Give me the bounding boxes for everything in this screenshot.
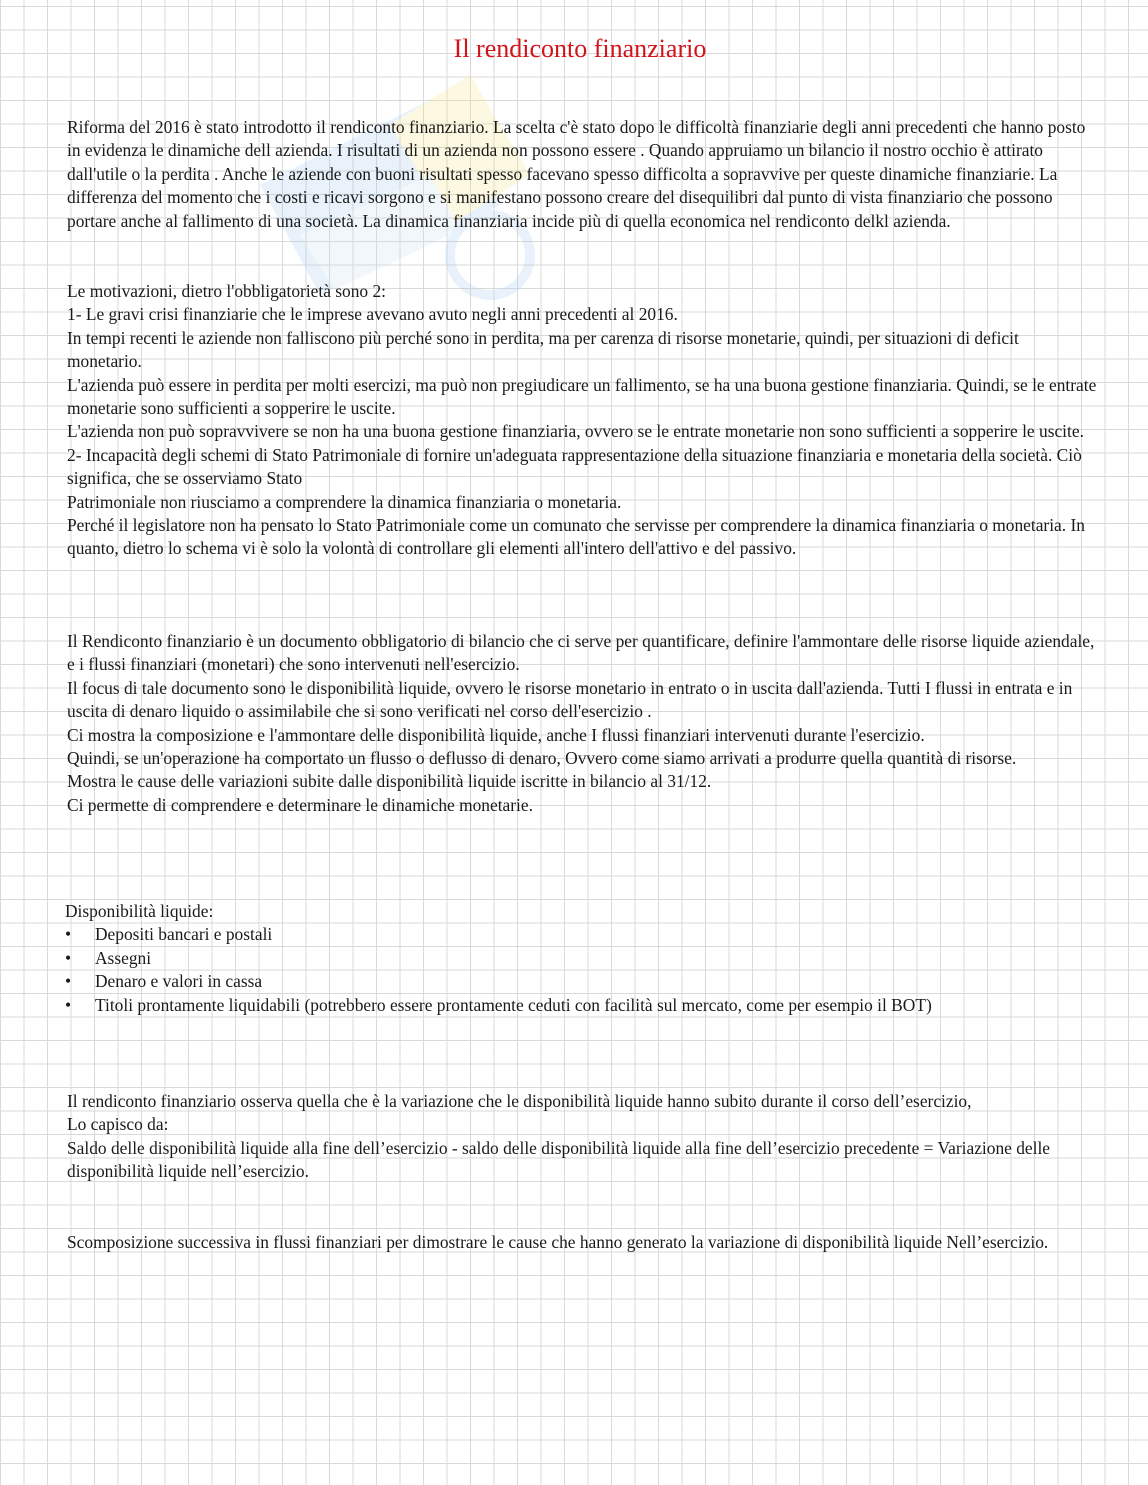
motivations-paragraph-1: In tempi recenti le aziende non falliscono più perché sono in perdita, ma per carenza di risorse monetarie, quindi, per situazioni di deficit monetario. bbox=[67, 327, 1019, 372]
motivations-paragraph-4: Patrimoniale non riusciamo a comprendere la dinamica finanziaria o monetaria. bbox=[67, 491, 622, 512]
list-item bbox=[65, 970, 1055, 993]
list-item bbox=[65, 994, 1055, 1017]
variation-paragraph-1: Il rendiconto finanziario osserva quella che è la variazione che le disponibilità liquide hanno subito durante il corso dell’esercizio, bbox=[67, 1091, 972, 1111]
list-item-text: Titoli prontamente liquidabili (potrebbero essere prontamente ceduti con facilità sul mercato, come per esempio il BOT) bbox=[95, 994, 932, 1015]
motivations-heading: Le motivazioni, dietro l'obbligatorietà sono 2: bbox=[67, 281, 386, 301]
document-paragraph-2: Il focus di tale documento sono le disponibilità liquide, ovvero le risorse monetario in entrato o in uscita dall'azienda. Tutti I flussi in entrata e in uscita di denaro liquido o assimilabile che si sono verificati nel corso dell'esercizio . bbox=[67, 677, 1073, 722]
bullet-icon: • bbox=[65, 924, 72, 945]
liquid-assets-list bbox=[65, 923, 1095, 1017]
list-item bbox=[65, 947, 1055, 970]
motivation-point-2: 2- Incapacità degli schemi di Stato Patrimoniale di fornire un'adeguata rappresentazione della situazione finanziaria e monetaria della società. Ciò significa, che se osserviamo Stato bbox=[67, 444, 1082, 489]
document-paragraph-5: Mostra le cause delle variazioni subite dalle disponibilità liquide iscritte in bilancio al 31/12. bbox=[67, 771, 712, 792]
document-section bbox=[67, 630, 1097, 817]
bullet-icon: • bbox=[65, 971, 72, 992]
document-paragraph-6: Ci permette di comprendere e determinare le dinamiche monetarie. bbox=[67, 794, 533, 815]
page-title: Il rendiconto finanziario bbox=[453, 34, 707, 63]
bullet-icon: • bbox=[65, 994, 72, 1015]
intro-section bbox=[67, 116, 1097, 233]
motivations-section bbox=[67, 280, 1097, 561]
motivations-paragraph-5: Perché il legislatore non ha pensato lo Stato Patrimoniale come un comunato che servisse per comprendere la dinamica finanziaria o monetaria. In quanto, dietro lo schema vi è solo la volontà di controllare gli elementi all'intero dell'attivo e del passivo. bbox=[67, 515, 1085, 559]
motivations-paragraph-2: L'azienda può essere in perdita per molti esercizi, ma può non pregiudicare un fallimento, se ha una buona gestione finanziaria. Quindi, se le entrate monetarie sono sufficienti a sopperire le uscite. bbox=[67, 374, 1097, 419]
liquid-assets-section bbox=[65, 900, 1095, 1017]
document-paragraph-1: Il Rendiconto finanziario è un documento obbligatorio di bilancio che ci serve per quantificare, definire l'ammontare delle risorse liquide aziendale, e i flussi finanziari (monetari) che sono intervenuti nell'esercizio. bbox=[67, 631, 1095, 675]
list-item bbox=[65, 923, 1055, 946]
list-item-text: Assegni bbox=[95, 947, 152, 968]
bullet-icon: • bbox=[65, 947, 72, 968]
liquid-assets-heading: Disponibilità liquide: bbox=[65, 901, 214, 921]
variation-formula: Saldo delle disponibilità liquide alla fine dell’esercizio - saldo delle disponibilità liquide alla fine dell’esercizio precedente = Variazione delle disponibilità liquide nell’esercizio. bbox=[67, 1137, 1051, 1182]
variation-section bbox=[67, 1090, 1097, 1184]
motivation-point-1: 1- Le gravi crisi finanziarie che le imprese avevano avuto negli anni precedenti al 2016. bbox=[67, 304, 678, 325]
document-paragraph-4: Quindi, se un'operazione ha comportato un flusso o deflusso di denaro, Ovvero come siamo arrivati a produrre quella quantità di risorse. bbox=[67, 748, 1017, 769]
list-item-text: Denaro e valori in cassa bbox=[95, 971, 263, 992]
list-item-text: Depositi bancari e postali bbox=[95, 924, 273, 945]
decomposition-section bbox=[67, 1231, 1097, 1254]
motivations-paragraph-3: L'azienda non può sopravvivere se non ha una buona gestione finanziaria, ovvero se le entrate monetarie non sono sufficienti a sopperire le uscite. bbox=[67, 421, 1084, 442]
variation-paragraph-2: Lo capisco da: bbox=[67, 1114, 169, 1135]
intro-paragraph: Riforma del 2016 è stato introdotto il rendiconto finanziario. La scelta c'è stato dopo le difficoltà finanziarie degli anni precedenti che hanno posto in evidenza le dinamiche dell azienda. I risultati di un azienda non possono essere . Quando appruiamo un bilancio il nostro occhio è attirato dall'utile o la perdita . Anche le aziende con buoni risultati spesso facevano spesso difficolta a sopravvive per queste dinamiche finanziarie. La differenza del momento che i costi e ricavi sorgono e si manifestano possono creare del disequilibri dal punto di vista finanziario che possono portare anche al fallimento di una società. La dinamica finanziaria incide più di quella economica nel rendiconto delkl azienda. bbox=[67, 117, 1086, 231]
decomposition-paragraph: Scomposizione successiva in flussi finanziari per dimostrare le cause che hanno generato la variazione di disponibilità liquide Nell’esercizio. bbox=[67, 1232, 1049, 1252]
document-paragraph-3: Ci mostra la composizione e l'ammontare delle disponibilità liquide, anche I flussi finanziari intervenuti durante l'esercizio. bbox=[67, 724, 925, 745]
